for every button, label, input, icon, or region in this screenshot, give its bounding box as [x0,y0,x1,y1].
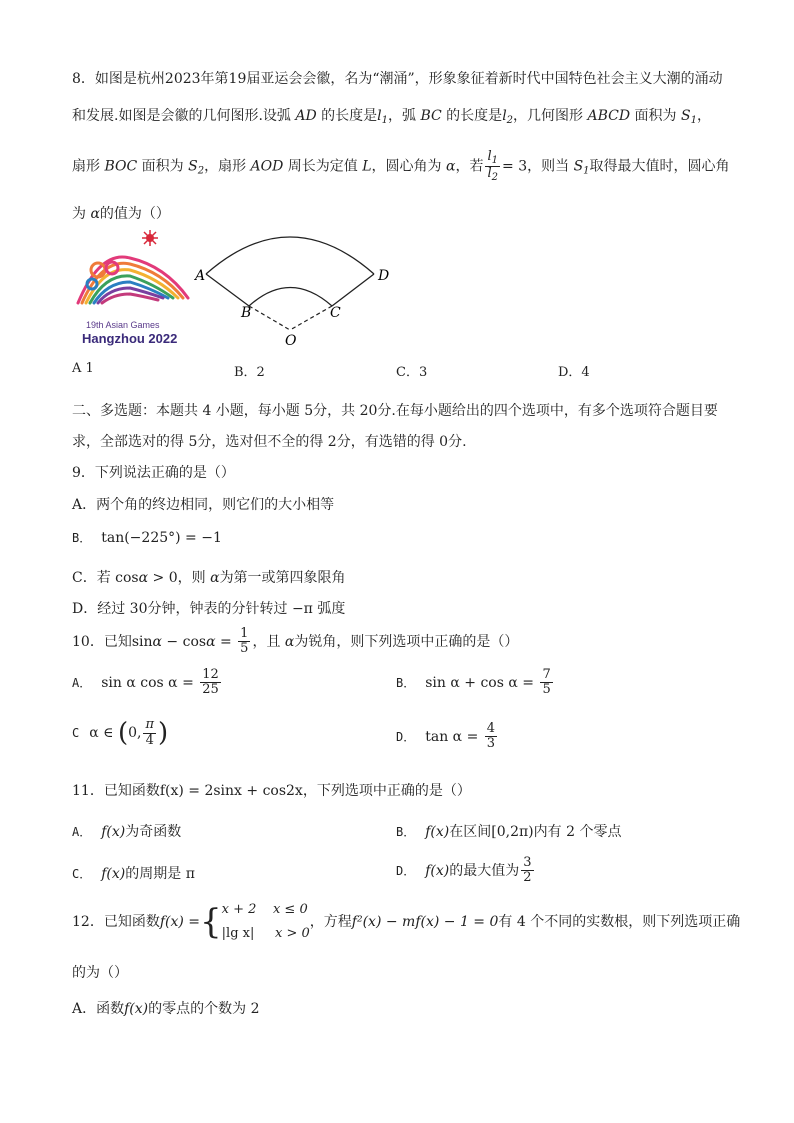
q8-line3: 扇形 BOC 面积为 $S_2$，扇形 AOD 周长为定值 L，圆心角为 α，若 $\frac{l_1}{l_2}$ = 3，则当 $S_1$取得最大值时，圆心角 [72,149,730,183]
q8-line2: 和发展.如图是会徽的几何图形.设弧 AD 的长度是$l_1$，弧 BC 的长度是$l_2$，几何图形 ABCD 面积为 $S_1$， [72,108,711,126]
q12-stem: 12．已知函数f(x) ={ x + 2 x ≤ 0 |lg x| x > 0 ，方程f²(x) − mf(x) − 1 = 0有 4 个不同的实数根，则下列选项正确 [72,898,740,946]
q11-option-a: A． f(x)为奇函数 [72,824,182,840]
q11-stem: 11．已知函数f(x) = 2sinx + cos2x，下列选项中正确的是（） [72,783,471,799]
segment-CO [290,306,332,330]
section2-heading-line2: 求，全部选对的得 5分，选对但不全的得 2分，有选错的得 0分. [72,434,467,450]
label-C: C [330,305,341,321]
section2-heading-line1: 二、多选题：本题共 4 小题，每小题 5分，共 20分.在每小题给出的四个选项中，有多个选项符合题目要 [72,403,718,419]
q11-option-b: B． f(x)在区间[0,2π)内有 2 个零点 [396,824,622,840]
q11-option-d: D． f(x)的最大值为 $\frac{3}{2}$ [396,855,532,886]
q9-option-b: B． tan(−225°) = −1 [72,530,222,546]
q9-option-a: A．两个角的终边相同，则它们的大小相等 [72,497,335,513]
q10-stem: 10．已知sinα − cosα = $\frac{1}{5}$ ，且 α为锐角，则下列选项中正确的是（） [72,626,519,657]
q12-option-a: A．函数f(x)的零点的个数为 2 [72,1001,260,1017]
arc-BC [249,288,332,307]
label-A: A [195,268,206,284]
q8-option-b: B．2 [234,365,265,380]
arc-AD [206,237,374,274]
q10-option-b: B． sin α + cos α = $\frac{7}{5}$ [396,667,551,698]
q8-option-a: A 1 [72,361,94,376]
ratio-l1-l2: $\frac{l_1}{l_2}$ [487,149,499,183]
q8-line1: 8．如图是杭州2023年第19届亚运会会徽，名为“潮涌”，形象象征着新时代中国特色社会主义大潮的涌动 [72,71,723,87]
logo-caption-1: 19th Asian Games [86,320,160,330]
piecewise-definition: x + 2 x ≤ 0 |lg x| x > 0 [221,902,310,941]
q9-option-c: C．若 cosα > 0，则 α为第一或第四象限角 [72,570,346,586]
label-B: B [241,305,252,321]
q9-stem: 9．下列说法正确的是（） [72,465,235,481]
label-O: O [285,333,297,349]
q11-option-c: C． f(x)的周期是 π [72,866,195,882]
segment-AB [206,274,249,306]
asian-games-logo [70,228,195,350]
segment-BO [249,306,290,330]
label-D: D [378,268,390,284]
q9-option-d: D．经过 30分钟，钟表的分针转过 −π 弧度 [72,601,346,617]
q8-option-c: C．3 [396,365,428,380]
q8-option-d: D．4 [558,365,590,380]
logo-caption-2: Hangzhou 2022 [82,331,178,346]
q8-line4: 为 α的值为（） [72,206,170,222]
q12-stem-line2: 的为（） [72,965,128,981]
sector-figure [192,222,402,352]
q10-option-d: D． tan α = $\frac{4}{3}$ [396,721,496,752]
q10-option-c: C α ∈ (0, $\frac{\pi}{4}$ ) [72,717,169,748]
q10-option-a: A． sin α cos α = $\frac{12}{25}$ [72,667,219,698]
segment-DC [332,274,374,306]
